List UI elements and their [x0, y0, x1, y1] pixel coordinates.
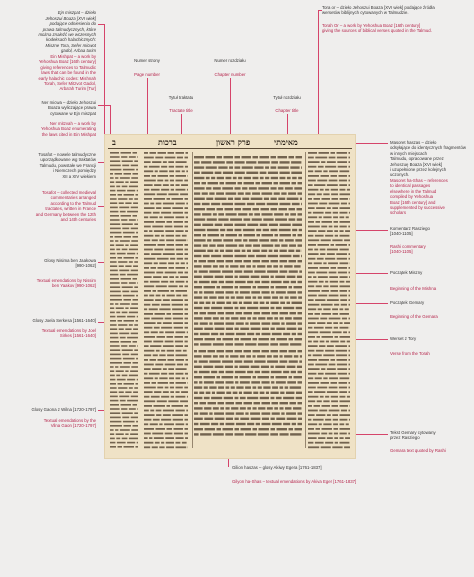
- nisima-en-note: Textual emendations by Nissim ben Yaakov [990-1062]: [36, 278, 96, 289]
- gemara-pl-note: Początek Gemary: [390, 300, 425, 305]
- gemara-quoted-en-note: Gemara text quoted by Rashi: [390, 448, 446, 453]
- chapter-number-pl: Numer rozdziału: [214, 58, 246, 63]
- ner-micwa-note: Ner micwa – dzieło Jehoszui Boaza wyliczające prawa cytowane w Ejn miszpat: [41, 100, 96, 116]
- chapter-title: מאימתי: [274, 137, 298, 147]
- talmud-page: [104, 134, 356, 459]
- tosafot-en-note: Tosafot – collected medieval commentaries arranged according to the Talmud tractates, written in France and Germany between the 12th and 14th centuries: [35, 190, 96, 223]
- rashi-pl-note: Komentarz Rasziego [1040-1105]: [390, 226, 430, 237]
- mishnah-en-note: Beginning of the Mishna: [390, 286, 437, 291]
- page-letter: ב: [112, 137, 116, 147]
- tractate-title-pl: Tytuł traktatu: [168, 95, 194, 100]
- joela-pl-note: Glosy Joela Serkesa [1561-1640]: [32, 318, 96, 323]
- torah-verse-pl-note: Werset z Tory: [390, 336, 417, 341]
- joela-en-note: Textual emendations by Joel Sirkes [1561-1640]: [41, 328, 96, 339]
- torah-or-en-note: Torah Or – a work by Yehoshua Boaz [16th century] giving the sources of biblical verses quoted in the Talmud.: [322, 23, 432, 34]
- page-number-pl: Numer strony: [134, 58, 160, 63]
- gilyon-en-note: Gilyon ha-Shas – textual emendations by Akiva Eger [1761-1837]: [232, 479, 357, 484]
- gemara-quoted-pl-note: Tekst Gemary cytowany przez Rasziego: [390, 430, 436, 441]
- tractate-title: ברכות: [158, 137, 177, 147]
- ejn-miszpat-note: Ejn miszpat – dzieło Jehoszui Boaza [XVI wiek] podające odniesienia do prawa talmudycznych, które można znaleźć we wczesnych kodeksach halachicznych: Miszne Tora, Sefer micwot gadol, Arbaa turim: [38, 10, 96, 54]
- masoret-en-note: Masoret ha-Shas – references to identical passages elsewhere in the Talmud compiled by Yehoshua Boaz [16th century] and supplemented by successive scholars: [390, 178, 448, 216]
- rashi-en-note: Rashi commentary [1040-1105]: [390, 244, 426, 255]
- gaon-en-note: Textual emendations by the Vilna Gaon [1720-1797]: [43, 418, 96, 429]
- tosafot-pl-note: Tosafot – nowele talmudyczne uporządkowane wg traktatów Talmudu, powstałe we Francji i Niemczech pomiędzy XII a XIV wiekiem: [38, 152, 96, 179]
- ner-mitzvah-note: Ner mitzvah – a work by Yehoshua Boaz enumerating the laws cited in Ein Mishpat: [40, 121, 96, 137]
- page-number-en: Page number: [134, 72, 160, 77]
- masoret-pl-note: Masoret haszas – dzieło odsyłające do identycznych fragmentów w innych miejscach Talmudu, opracowane przez Jehoszuę Boaza [XVI wiek] i uzupełnione przez kolejnych uczonych.: [390, 140, 466, 178]
- ein-mishpat-note: Ein Mishpat – a work by Yehoshua Boaz [16th century] giving references to Talmudic laws that can be found in the early halachic codes: Mishnah Torah, Sefer Mitzvot Gadol, Arba'ah Turim [Tur]: [38, 54, 96, 92]
- tora-or-note: Tora or – dzieło Jehoszui Boaza [XVI wiek] podające źródła wersetów biblijnych cytowanych w Talmudzie.: [322, 5, 435, 16]
- gaon-pl-note: Glosy Gaona z Wilna [1720-1797]: [31, 407, 96, 412]
- chapter-title-en: Chapter title: [275, 108, 299, 113]
- torah-verse-en-note: Verse from the Torah: [390, 351, 430, 356]
- gilion-pl-note: Gilion haszas – glosy Akiwy Egera [1761-1837]: [232, 465, 322, 470]
- chapter-title-pl: Tytuł rozdziału: [273, 95, 301, 100]
- gemara-en-note: Beginning of the Gemara: [390, 314, 438, 319]
- chapter-number-en: Chapter number: [214, 72, 246, 77]
- mishnah-pl-note: Początek Miszny: [390, 270, 423, 275]
- talmud-text-lines: [104, 134, 356, 459]
- tractate-title-en: Tractate title: [169, 108, 193, 113]
- chapter-number: פרק ראשון: [216, 137, 251, 147]
- nisima-pl-note: Glosy Nisima ben Jaakowa [990-1062]: [44, 258, 96, 269]
